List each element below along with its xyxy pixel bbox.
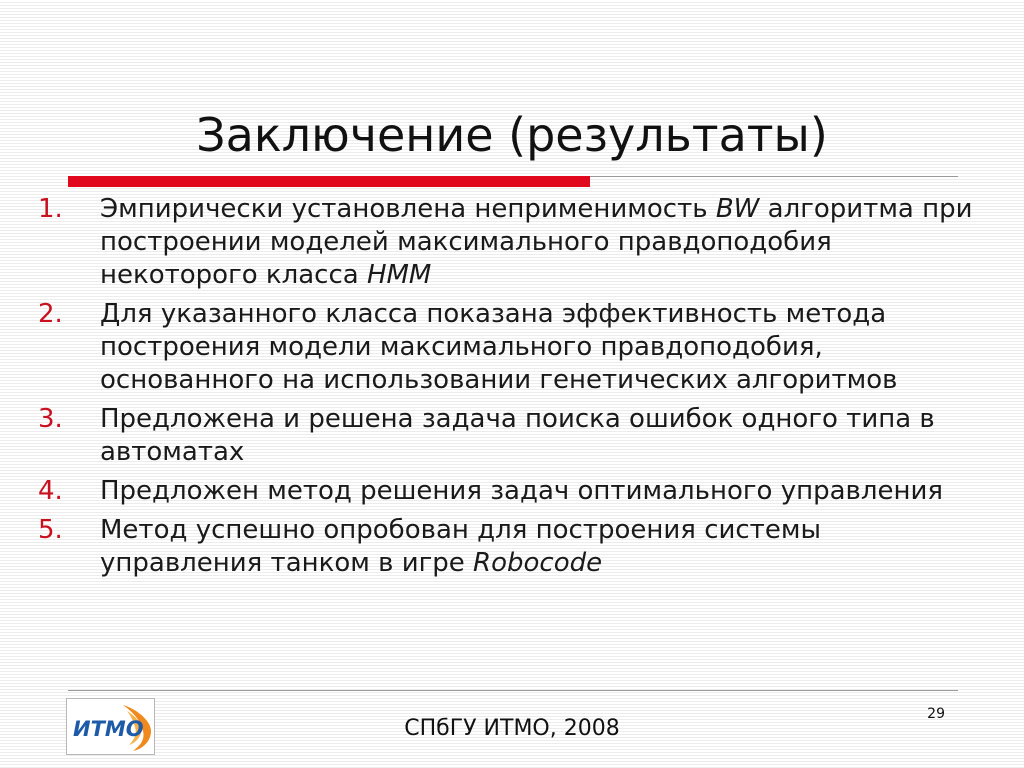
list-item-text: [100, 475, 990, 508]
list-item-text: [100, 193, 990, 292]
list-item-text: [100, 403, 990, 469]
text-segment: Эмпирически установлена неприменимость: [100, 194, 716, 224]
svg-text:ИТМО: ИТМО: [73, 717, 144, 741]
title-accent-bar: [68, 176, 590, 187]
list-item-text: [100, 514, 990, 580]
list-item-text: [100, 298, 990, 397]
results-list: [0, 193, 1024, 586]
text-segment-italic: BW: [715, 194, 760, 224]
list-item: [0, 193, 1024, 292]
list-item-number: 5.: [38, 515, 63, 545]
list-item: [0, 475, 1024, 508]
text-segment: Метод успешно опробован для построения системы управления танком в игре: [100, 515, 821, 578]
list-item: [0, 514, 1024, 580]
itmo-logo-icon: [66, 698, 155, 755]
text-segment: Предложен метод решения задач оптимального управления: [100, 476, 943, 506]
list-item-number: 2.: [38, 299, 63, 329]
text-segment: Предложена и решена задача поиска ошибок одного типа в автоматах: [100, 404, 935, 467]
text-segment: алгоритма при построении моделей максимального правдоподобия некоторого класса: [100, 194, 973, 290]
list-item: [0, 298, 1024, 397]
footer-divider: [68, 690, 958, 691]
slide-title: Заключение (результаты): [196, 108, 828, 162]
footer-text: СПбГУ ИТМО, 2008: [404, 716, 620, 741]
list-item-number: 3.: [38, 404, 63, 434]
text-segment-italic: HMM: [366, 260, 432, 290]
text-segment-italic: Robocode: [473, 548, 603, 578]
page-number: 29: [927, 706, 945, 722]
list-item: [0, 403, 1024, 469]
list-item-number: 4.: [38, 476, 63, 506]
text-segment: Для указанного класса показана эффективность метода построения модели максимального правдоподобия, основанного на использовании генетических алгоритмов: [100, 299, 898, 395]
list-item-number: 1.: [38, 194, 63, 224]
